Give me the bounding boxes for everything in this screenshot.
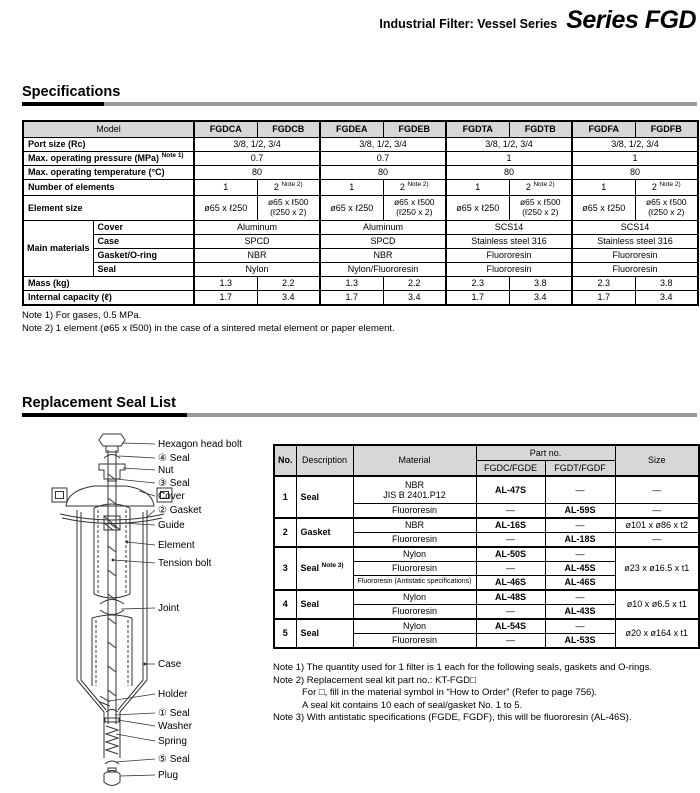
capacity-value: 3.4: [383, 291, 446, 306]
size-cell: ø20 x ø164 x t1: [615, 619, 699, 648]
elements-value: 1: [446, 180, 509, 196]
mass-value: 1.3: [320, 277, 383, 291]
pressure-value: 0.7: [194, 152, 320, 166]
material-cell: Fluororesin (Antistatic specifications): [353, 576, 476, 591]
label-seal-4: ④ Seal: [158, 453, 190, 464]
elements-note-ref: Note 2): [281, 181, 303, 189]
row-description: Seal: [296, 476, 353, 518]
replacement-seal-section: [22, 395, 697, 781]
material-line1: NBR: [404, 479, 424, 490]
seal-note-1: Note 1) The quantity used for 1 filter is 1 each for the following seals, gaskets and O-rings.: [273, 662, 652, 673]
elements-double: 2: [651, 182, 657, 193]
element-size-line1: ø65 x ℓ500: [267, 197, 309, 208]
capacity-value: 1.7: [446, 291, 509, 306]
diagram-labels: [158, 439, 242, 781]
capacity-value: 1.7: [572, 291, 635, 306]
col-part-no: Part no.: [476, 445, 615, 461]
elements-note-ref: Note 2): [407, 181, 429, 189]
element-size-line1: ø65 x ℓ500: [645, 197, 687, 208]
partno-fgdt: AL-46S: [545, 576, 615, 591]
port-size-value: 3/8, 1/2, 3/4: [572, 138, 698, 152]
element-size-line1: ø65 x ℓ500: [393, 197, 435, 208]
element-size-value: [635, 196, 698, 221]
partno-fgdc: AL-54S: [476, 619, 545, 634]
size-cell: ø23 x ø16.5 x t1: [615, 547, 699, 590]
label-nut: Nut: [158, 465, 174, 476]
col-no: No.: [274, 445, 296, 476]
row-description: [296, 547, 353, 590]
elements-double: 2: [399, 182, 405, 193]
heading-rule: [22, 413, 697, 417]
temperature-label: Max. operating temperature (°C): [23, 166, 194, 180]
filter-vessel-diagram: [8, 428, 288, 793]
partno-fgdc: —: [476, 634, 545, 649]
label-seal-3: ③ Seal: [158, 478, 190, 489]
label-guide: Guide: [158, 520, 185, 531]
elements-value: 1: [194, 180, 257, 196]
material-cell: Fluororesin: [353, 634, 476, 649]
seal-table-wrap: [273, 444, 700, 649]
label-washer: Washer: [158, 721, 193, 732]
gasket-value: Fluororesin: [572, 249, 698, 263]
seal-note-2a: For □, fill in the material symbol in “How to Order” (Refer to page 756).: [302, 687, 598, 698]
element-size-line2: (ℓ250 x 2): [522, 207, 559, 217]
row-no: 2: [274, 518, 296, 547]
temperature-value: 80: [320, 166, 446, 180]
pressure-value: 1: [572, 152, 698, 166]
temperature-value: 80: [446, 166, 572, 180]
row-description: Seal: [296, 619, 353, 648]
element-size-line1: ø65 x ℓ500: [519, 197, 561, 208]
case-value: Stainless steel 316: [572, 235, 698, 249]
capacity-value: 3.4: [257, 291, 320, 306]
gasket-value: NBR: [194, 249, 320, 263]
row-no: 4: [274, 590, 296, 619]
material-cell: Fluororesin: [353, 533, 476, 548]
element-size-line2: (ℓ250 x 2): [648, 207, 685, 217]
element-size-value: ø65 x ℓ250: [572, 196, 635, 221]
mass-value: 1.3: [194, 277, 257, 291]
case-label: Case: [93, 235, 194, 249]
model-fgdta: FGDTA: [446, 121, 509, 138]
temperature-value: 80: [572, 166, 698, 180]
size-cell: —: [615, 533, 699, 548]
element-size-value: ø65 x ℓ250: [320, 196, 383, 221]
port-size-value: 3/8, 1/2, 3/4: [194, 138, 320, 152]
col-size: Size: [615, 445, 699, 476]
material-cell: Fluororesin: [353, 504, 476, 519]
seal-notes: [273, 662, 700, 725]
partno-fgdc: —: [476, 504, 545, 519]
elements-note-ref: Note 2): [659, 181, 681, 189]
material-cell: NBR: [353, 518, 476, 533]
partno-fgdt: —: [545, 619, 615, 634]
material-cell: Nylon: [353, 619, 476, 634]
spec-note-1: Note 1) For gases, 0.5 MPa.: [22, 310, 142, 321]
partno-fgdc: —: [476, 562, 545, 576]
specifications-heading: Specifications: [22, 84, 121, 100]
heading-rule: [22, 102, 697, 106]
label-hexagon-head-bolt: Hexagon head bolt: [158, 439, 242, 450]
label-element: Element: [158, 540, 195, 551]
mass-value: 2.3: [446, 277, 509, 291]
pressure-label: [23, 152, 194, 166]
elements-value: [635, 180, 698, 196]
partno-fgdt: AL-43S: [545, 605, 615, 620]
model-fgdeb: FGDEB: [383, 121, 446, 138]
elements-note-ref: Note 2): [533, 181, 555, 189]
label-tension-bolt: Tension bolt: [158, 558, 212, 569]
mass-value: 3.8: [635, 277, 698, 291]
partno-fgdt: AL-53S: [545, 634, 615, 649]
label-seal-1: ① Seal: [158, 708, 190, 719]
capacity-value: 3.4: [509, 291, 572, 306]
case-value: Stainless steel 316: [446, 235, 572, 249]
partno-fgdc: AL-47S: [476, 476, 545, 504]
port-size-value: 3/8, 1/2, 3/4: [320, 138, 446, 152]
element-size-line2: (ℓ250 x 2): [396, 207, 433, 217]
partno-fgdc: AL-16S: [476, 518, 545, 533]
material-cell: Fluororesin: [353, 605, 476, 620]
partno-fgdc: —: [476, 533, 545, 548]
capacity-value: 3.4: [635, 291, 698, 306]
elements-label: Number of elements: [23, 180, 194, 196]
model-fgdea: FGDEA: [320, 121, 383, 138]
material-cell: [353, 476, 476, 504]
model-fgdfb: FGDFB: [635, 121, 698, 138]
elements-double: 2: [525, 182, 531, 193]
row-no: 5: [274, 619, 296, 648]
element-size-value: [257, 196, 320, 221]
gasket-value: NBR: [320, 249, 446, 263]
temperature-value: 80: [194, 166, 320, 180]
material-cell: Nylon: [353, 590, 476, 605]
seal-value: Fluororesin: [446, 263, 572, 277]
spec-note-2: Note 2) 1 element (ø65 x ℓ500) in the case of a sintered metal element or paper element.: [22, 322, 395, 334]
elements-value: [257, 180, 320, 196]
row-description: Gasket: [296, 518, 353, 547]
partno-fgdc: AL-46S: [476, 576, 545, 591]
material-line2: JIS B 2401.P12: [383, 490, 446, 500]
case-value: SPCD: [194, 235, 320, 249]
partno-fgdc: AL-48S: [476, 590, 545, 605]
seal-label: Seal: [93, 263, 194, 277]
pressure-value: 1: [446, 152, 572, 166]
pressure-note-ref: Note 1): [161, 152, 184, 160]
element-size-value: [383, 196, 446, 221]
size-cell: —: [615, 476, 699, 504]
label-joint: Joint: [158, 603, 180, 614]
series-title: Series FGD: [566, 6, 696, 34]
label-seal-5: ⑤ Seal: [158, 754, 190, 765]
row-no: 3: [274, 547, 296, 590]
label-case: Case: [158, 659, 182, 670]
cover-value: Aluminum: [194, 221, 320, 235]
seal-note-2b: A seal kit contains 10 each of seal/gasket No. 1 to 5.: [302, 699, 523, 711]
label-plug: Plug: [158, 770, 179, 781]
elements-double: 2: [273, 182, 279, 193]
capacity-label: Internal capacity (ℓ): [23, 291, 194, 306]
col-material: Material: [353, 445, 476, 476]
partno-fgdt: AL-45S: [545, 562, 615, 576]
partno-fgdt: —: [545, 547, 615, 562]
partno-fgdt: —: [545, 518, 615, 533]
elements-value: 1: [320, 180, 383, 196]
size-cell: ø10 x ø6.5 x t1: [615, 590, 699, 619]
partno-fgdt: AL-18S: [545, 533, 615, 548]
spec-notes: [22, 310, 697, 335]
pressure-label-text: Max. operating pressure (MPa): [28, 153, 160, 164]
cover-value: Aluminum: [320, 221, 446, 235]
model-fgdtb: FGDTB: [509, 121, 572, 138]
vessel-drawing: [52, 434, 172, 786]
page-header: [379, 6, 696, 35]
description-note-ref: Note 3): [321, 562, 344, 570]
port-size-label: Port size (Rc): [23, 138, 194, 152]
size-cell: ø101 x ø86 x t2: [615, 518, 699, 533]
element-size-line2: (ℓ250 x 2): [270, 207, 307, 217]
model-fgdca: FGDCA: [194, 121, 257, 138]
cover-label: Cover: [93, 221, 194, 235]
case-value: SPCD: [320, 235, 446, 249]
partno-fgdc: —: [476, 605, 545, 620]
replacement-seal-table: [273, 444, 700, 649]
model-header-cell: Model: [23, 121, 194, 138]
capacity-value: 1.7: [194, 291, 257, 306]
row-no: 1: [274, 476, 296, 518]
pressure-value: 0.7: [320, 152, 446, 166]
capacity-value: 1.7: [320, 291, 383, 306]
description-text: Seal: [300, 563, 320, 574]
gasket-oring-label: Gasket/O-ring: [93, 249, 194, 263]
cover-value: SCS14: [572, 221, 698, 235]
mass-value: 2.3: [572, 277, 635, 291]
cover-value: SCS14: [446, 221, 572, 235]
model-fgdcb: FGDCB: [257, 121, 320, 138]
specifications-section: [22, 84, 697, 335]
element-size-value: [509, 196, 572, 221]
partno-fgdt: —: [545, 590, 615, 605]
elements-value: [509, 180, 572, 196]
partno-fgdc: AL-50S: [476, 547, 545, 562]
col-fgdc-fgde: FGDC/FGDE: [476, 461, 545, 477]
seal-value: Nylon: [194, 263, 320, 277]
element-size-value: ø65 x ℓ250: [446, 196, 509, 221]
seal-note-3: Note 3) With antistatic specifications (FGDE, FGDF), this will be fluororesin (AL-46S).: [273, 712, 632, 723]
partno-fgdt: AL-59S: [545, 504, 615, 519]
partno-fgdt: —: [545, 476, 615, 504]
element-size-label: Element size: [23, 196, 194, 221]
port-size-value: 3/8, 1/2, 3/4: [446, 138, 572, 152]
model-fgdfa: FGDFA: [572, 121, 635, 138]
label-cover: Cover: [158, 491, 185, 502]
leader-dots: [112, 541, 147, 666]
elements-value: [383, 180, 446, 196]
mass-label: Mass (kg): [23, 277, 194, 291]
element-size-value: ø65 x ℓ250: [194, 196, 257, 221]
gasket-value: Fluororesin: [446, 249, 572, 263]
mass-value: 2.2: [257, 277, 320, 291]
specifications-table: [22, 120, 699, 306]
seal-value: Fluororesin: [572, 263, 698, 277]
material-cell: Fluororesin: [353, 562, 476, 576]
main-materials-label: Main materials: [23, 221, 93, 277]
size-cell: —: [615, 504, 699, 519]
mass-value: 2.2: [383, 277, 446, 291]
material-cell: Nylon: [353, 547, 476, 562]
seal-value: Nylon/Fluororesin: [320, 263, 446, 277]
col-description: Description: [296, 445, 353, 476]
label-gasket-2: ② Gasket: [158, 505, 202, 516]
label-spring: Spring: [158, 736, 187, 747]
mass-value: 3.8: [509, 277, 572, 291]
replacement-seal-heading: Replacement Seal List: [22, 395, 176, 411]
col-fgdt-fgdf: FGDT/FGDF: [545, 461, 615, 477]
elements-value: 1: [572, 180, 635, 196]
row-description: Seal: [296, 590, 353, 619]
seal-note-2: Note 2) Replacement seal kit part no.: KT-FGD□: [273, 674, 476, 686]
label-holder: Holder: [158, 689, 188, 700]
product-line-title: Industrial Filter: Vessel Series: [379, 17, 558, 31]
